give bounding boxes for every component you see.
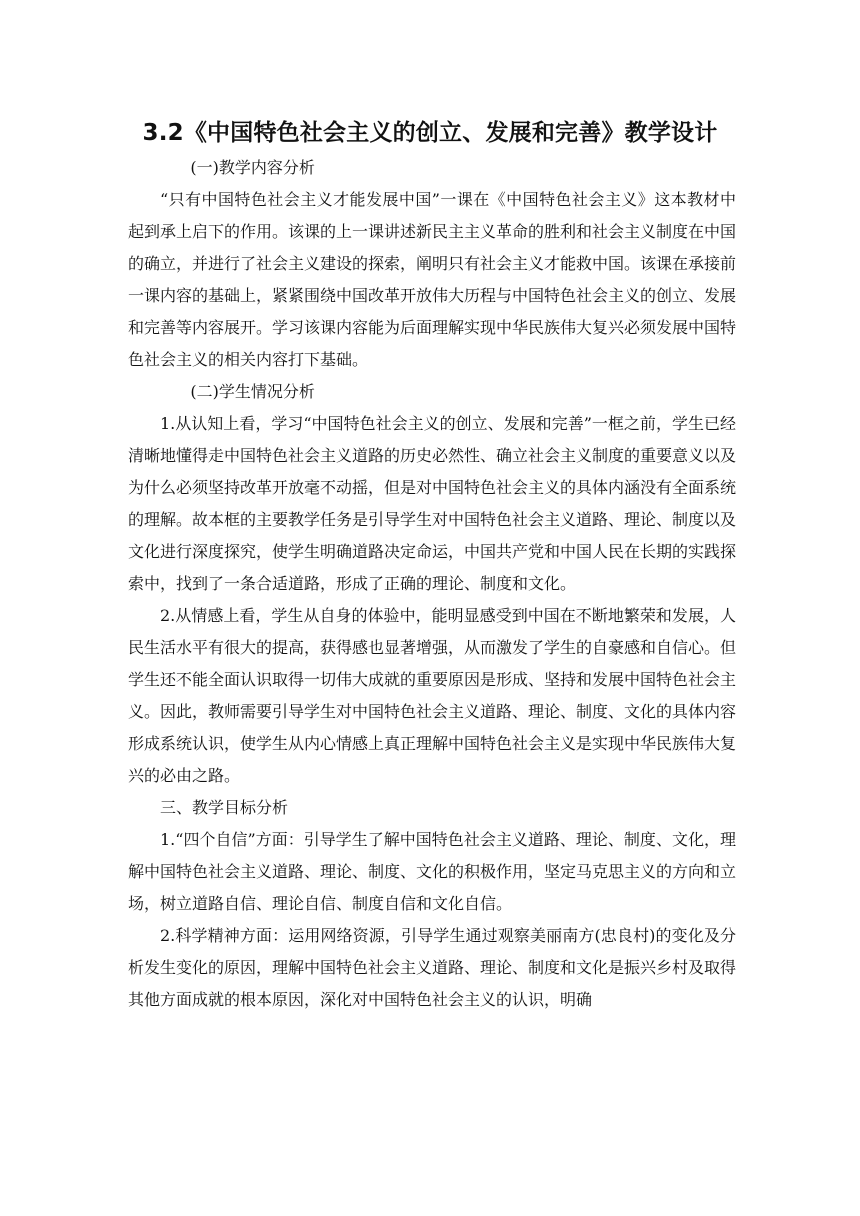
section-heading-student-analysis: (二)学生情况分析: [190, 382, 315, 401]
document-title: 3.2《中国特色社会主义的创立、发展和完善》教学设计: [142, 120, 718, 146]
paragraph-content-analysis: “只有中国特色社会主义才能发展中国”一课在《中国特色社会主义》这本教材中起到承上启下的作用。该课的上一课讲述新民主主义革命的胜利和社会主义制度在中国的确立，并进行了社会主义建设的探索，阐明只有社会主义才能救中国。该课在承接前一课内容的基础上，紧紧围绕中国改革开放伟大历程与中国特色社会主义的创立、发展和完善等内容展开。学习该课内容能为后面理解实现中华民族伟大复兴必须发展中国特色社会主义的相关内容打下基础。: [128, 190, 737, 369]
paragraph-four-confidences: 1.“四个自信”方面：引导学生了解中国特色社会主义道路、理论、制度、文化，理解中国特色社会主义道路、理论、制度、文化的积极作用，坚定马克思主义的方向和立场，树立道路自信、理论自信、制度自信和文化自信。: [128, 830, 737, 913]
document-body: [128, 152, 736, 1016]
section-heading-content-analysis: (一)教学内容分析: [190, 158, 315, 177]
paragraph-cognitive-analysis: 1.从认知上看，学习“中国特色社会主义的创立、发展和完善”一框之前，学生已经清晰地懂得走中国特色社会主义道路的历史必然性、确立社会主义制度的重要意义以及为什么必须坚持改革开放毫不动摇，但是对中国特色社会主义的具体内涵没有全面系统的理解。故本框的主要教学任务是引导学生对中国特色社会主义道路、理论、制度以及文化进行深度探究，使学生明确道路决定命运，中国共产党和中国人民在长期的实践探索中，找到了一条合适道路，形成了正确的理论、制度和文化。: [128, 414, 737, 593]
section-heading-teaching-goals: 三、教学目标分析: [160, 798, 289, 817]
paragraph-emotional-analysis: 2.从情感上看，学生从自身的体验中，能明显感受到中国在不断地繁荣和发展，人民生活水平有很大的提高，获得感也显著增强，从而激发了学生的自豪感和自信心。但学生还不能全面认识取得一切伟大成就的重要原因是形成、坚持和发展中国特色社会主义。因此，教师需要引导学生对中国特色社会主义道路、理论、制度、文化的具体内容形成系统认识，使学生从内心情感上真正理解中国特色社会主义是实现中华民族伟大复兴的必由之路。: [128, 606, 737, 785]
paragraph-scientific-spirit: 2.科学精神方面：运用网络资源，引导学生通过观察美丽南方(忠良村)的变化及分析发生变化的原因，理解中国特色社会主义道路、理论、制度和文化是振兴乡村及取得其他方面成就的根本原因，深化对中国特色社会主义的认识，明确: [128, 926, 737, 1009]
